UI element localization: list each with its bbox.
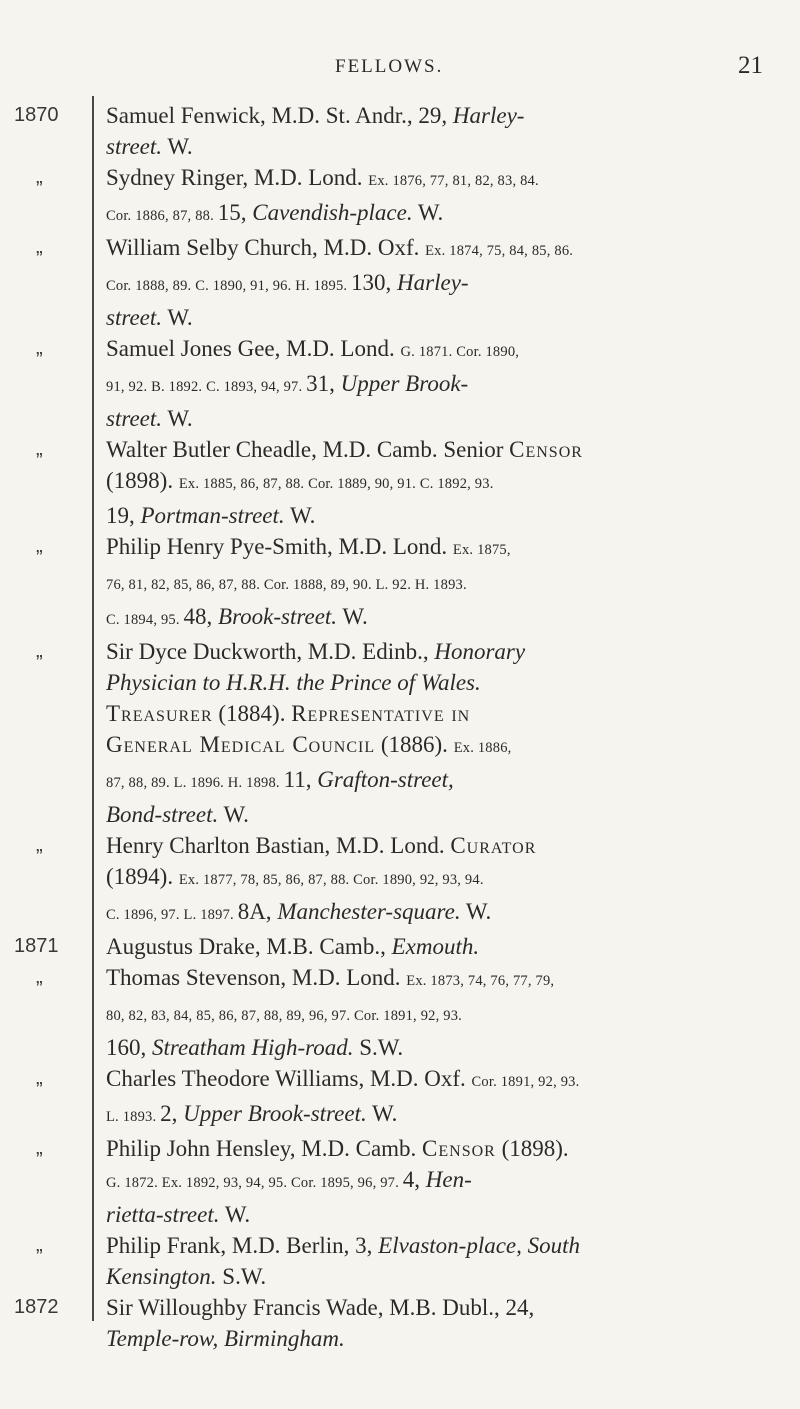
entry-text: W. xyxy=(162,406,193,431)
office-record: Cor. 1891, 92, 93. xyxy=(471,1074,580,1090)
entry-line xyxy=(106,1164,782,1199)
election-year: „ xyxy=(36,166,43,188)
entry-text: Augustus Drake, M.B. Camb., xyxy=(106,934,392,959)
address-text: street. xyxy=(106,406,162,431)
office-record: C. 1894, 95. xyxy=(106,612,184,628)
election-year: 1870 xyxy=(14,104,59,126)
address-text: Harley- xyxy=(397,270,469,295)
entry-text: Thomas Stevenson, M.D. Lond. xyxy=(106,965,407,990)
fellows-list xyxy=(0,100,800,1354)
entry-text: Walter Butler Cheadle, M.D. Camb. Senior xyxy=(106,437,510,462)
entry-text: Philip Frank, M.D. Berlin, 3, xyxy=(106,1233,379,1258)
entry-text: (1898). xyxy=(106,468,179,493)
office-record: 76, 81, 82, 85, 86, 87, 88. Cor. 1888, 89, 90. L. 92. H. 1893. xyxy=(106,577,467,593)
entry-line xyxy=(106,1230,782,1261)
address-text: Manchester-square. xyxy=(277,899,461,924)
office-record: Ex. 1877, 78, 85, 86, 87, 88. Cor. 1890, 92, 93, 94. xyxy=(178,872,484,888)
entry-line xyxy=(106,1323,782,1354)
address-text: Harley- xyxy=(452,103,525,128)
office-record: Ex. 1876, 77, 81, 82, 83, 84. xyxy=(368,173,539,189)
entry-line xyxy=(106,131,782,162)
fellow-entry xyxy=(0,162,800,232)
election-year: 1872 xyxy=(14,1296,59,1318)
entry-line xyxy=(106,531,782,566)
running-title: FELLOWS. xyxy=(335,56,444,77)
entry-text: W. xyxy=(162,134,193,159)
entry-line xyxy=(106,368,782,403)
entry-line xyxy=(106,698,782,729)
office-record: 87, 88, 89. L. 1896. H. 1898. xyxy=(106,775,284,791)
address-text: rietta-street. xyxy=(106,1202,220,1227)
entry-line xyxy=(106,1261,782,1292)
office-record: Ex. 1875, xyxy=(452,542,511,558)
address-text: Exmouth. xyxy=(391,934,480,959)
fellow-entry xyxy=(0,1133,800,1230)
election-year: „ xyxy=(36,966,43,988)
office-record: Cor. 1886, 87, 88. xyxy=(106,208,218,224)
entry-line xyxy=(106,830,782,861)
fellow-entry xyxy=(0,962,800,1063)
entry-line xyxy=(106,100,782,131)
address-text: Physician to H.R.H. the Prince of Wales. xyxy=(106,670,481,695)
entry-text: (1898). xyxy=(495,1136,569,1161)
address-text: street. xyxy=(106,134,162,159)
entry-text: 160, xyxy=(106,1035,152,1060)
election-year: „ xyxy=(36,1067,43,1089)
entry-text: 31, xyxy=(306,371,341,396)
entry-text: W. xyxy=(412,200,444,225)
entry-text: Sir Willoughby Francis Wade, M.B. Dubl., 24, xyxy=(106,1295,535,1320)
entry-line xyxy=(106,1292,782,1323)
fellow-entry xyxy=(0,636,800,830)
office-record: 91, 92. B. 1892. C. 1893, 94, 97. xyxy=(106,379,307,395)
entry-text: S.W. xyxy=(216,1264,267,1289)
entry-text: 4, xyxy=(402,1167,426,1192)
election-year: „ xyxy=(36,1137,43,1159)
election-year: „ xyxy=(36,236,43,258)
entry-line xyxy=(106,197,782,232)
office-record: 80, 82, 83, 84, 85, 86, 87, 88, 89, 96, 97. Cor. 1891, 92, 93. xyxy=(106,1008,462,1024)
address-text: Hen- xyxy=(425,1167,472,1192)
title-text: Representative in xyxy=(291,701,471,726)
title-text: General Medical Council xyxy=(106,732,376,757)
entry-text: (1886). xyxy=(375,732,454,757)
entry-text: Charles Theodore Williams, M.D. Oxf. xyxy=(106,1066,472,1091)
entry-line xyxy=(106,962,782,997)
entry-line xyxy=(106,729,782,764)
entry-text: W. xyxy=(218,802,249,827)
entry-line xyxy=(106,799,782,830)
entry-text: W. xyxy=(460,899,492,924)
fellow-entry xyxy=(0,931,800,962)
entry-text: W. xyxy=(366,1101,398,1126)
election-year: 1871 xyxy=(14,935,59,957)
entry-line xyxy=(106,302,782,333)
title-text: Curator xyxy=(450,833,537,858)
entry-text: S.W. xyxy=(353,1035,404,1060)
entry-line xyxy=(106,1063,782,1098)
entry-line xyxy=(106,896,782,931)
address-text: Honorary xyxy=(434,639,526,664)
entry-text: 19, xyxy=(106,503,141,528)
address-text: Elvaston-place, South xyxy=(378,1233,581,1258)
entry-line xyxy=(106,997,782,1032)
entry-text: William Selby Church, M.D. Oxf. xyxy=(106,235,426,260)
page-number: 21 xyxy=(738,52,763,79)
fellow-entry xyxy=(0,830,800,931)
entry-text: Philip John Hensley, M.D. Camb. xyxy=(106,1136,423,1161)
fellow-entry xyxy=(0,333,800,434)
entry-text: 11, xyxy=(283,767,318,792)
entry-line xyxy=(106,232,782,267)
election-year: „ xyxy=(36,1234,43,1256)
fellow-entry xyxy=(0,1063,800,1133)
entry-text: (1884). xyxy=(212,701,292,726)
page-header xyxy=(0,48,800,88)
election-year: „ xyxy=(36,438,43,460)
office-record: Ex. 1886, xyxy=(453,740,512,756)
entry-text: (1894). xyxy=(106,864,179,889)
address-text: street. xyxy=(106,305,162,330)
office-record: G. 1872. Ex. 1892, 93, 94, 95. Cor. 1895, 96, 97. xyxy=(106,1175,403,1191)
fellow-entry xyxy=(0,100,800,162)
entry-text: Sydney Ringer, M.D. Lond. xyxy=(106,165,369,190)
entry-line xyxy=(106,500,782,531)
address-text: Brook-street. xyxy=(218,604,338,629)
fellow-entry xyxy=(0,232,800,333)
title-text: Censor xyxy=(422,1136,496,1161)
address-text: Cavendish-place. xyxy=(252,200,413,225)
address-text: Temple-row, Birmingham. xyxy=(106,1326,345,1351)
entry-line xyxy=(106,1032,782,1063)
entry-text: W. xyxy=(284,503,316,528)
address-text: Kensington. xyxy=(106,1264,217,1289)
entry-text: 130, xyxy=(351,270,398,295)
title-text: Treasurer xyxy=(106,701,213,726)
entry-line xyxy=(106,861,782,896)
entry-line xyxy=(106,931,782,962)
address-text: Grafton-street, xyxy=(317,767,454,792)
entry-line xyxy=(106,1199,782,1230)
address-text: Upper Brook- xyxy=(340,371,469,396)
title-text: Censor xyxy=(509,437,583,462)
election-year: „ xyxy=(36,337,43,359)
entry-line xyxy=(106,403,782,434)
office-record: Ex. 1874, 75, 84, 85, 86. xyxy=(425,243,574,259)
entry-line xyxy=(106,601,782,636)
office-record: Ex. 1885, 86, 87, 88. Cor. 1889, 90, 91. C. 1892, 93. xyxy=(178,476,494,492)
office-record: Ex. 1873, 74, 76, 77, 79, xyxy=(406,973,555,989)
entry-text: 2, xyxy=(160,1101,184,1126)
office-record: Cor. 1888, 89. C. 1890, 91, 96. H. 1895. xyxy=(106,278,352,294)
entry-line xyxy=(106,764,782,799)
fellow-entry xyxy=(0,531,800,636)
entry-text: 8A, xyxy=(237,899,278,924)
entry-text: Sir Dyce Duckworth, M.D. Edinb., xyxy=(106,639,435,664)
entry-text: Samuel Fenwick, M.D. St. Andr., 29, xyxy=(106,103,453,128)
office-record: G. 1871. Cor. 1890, xyxy=(400,344,520,360)
entry-text: 48, xyxy=(183,604,219,629)
entry-text: Henry Charlton Bastian, M.D. Lond. xyxy=(106,833,451,858)
address-text: Bond-street. xyxy=(106,802,219,827)
office-record: C. 1896, 97. L. 1897. xyxy=(106,907,238,923)
entry-text: W. xyxy=(162,305,193,330)
election-year: „ xyxy=(36,834,43,856)
entry-line xyxy=(106,636,782,667)
election-year: „ xyxy=(36,535,43,557)
entry-line xyxy=(106,1098,782,1133)
entry-text: W. xyxy=(337,604,368,629)
entry-text: W. xyxy=(219,1202,251,1227)
entry-text: Samuel Jones Gee, M.D. Lond. xyxy=(106,336,401,361)
fellow-entry xyxy=(0,1230,800,1292)
address-text: Upper Brook-street. xyxy=(183,1101,367,1126)
entry-line xyxy=(106,267,782,302)
entry-line xyxy=(106,162,782,197)
entry-line xyxy=(106,465,782,500)
address-text: Portman-street. xyxy=(140,503,285,528)
fellow-entry xyxy=(0,1292,800,1354)
entry-line xyxy=(106,333,782,368)
entry-line xyxy=(106,434,782,465)
address-text: Streatham High-road. xyxy=(152,1035,354,1060)
entry-text: Philip Henry Pye-Smith, M.D. Lond. xyxy=(106,534,453,559)
entry-text: 15, xyxy=(217,200,253,225)
entry-line xyxy=(106,1133,782,1164)
election-year: „ xyxy=(36,640,43,662)
entry-line xyxy=(106,667,782,698)
fellow-entry xyxy=(0,434,800,531)
entry-line xyxy=(106,566,782,601)
office-record: L. 1893. xyxy=(106,1109,161,1125)
